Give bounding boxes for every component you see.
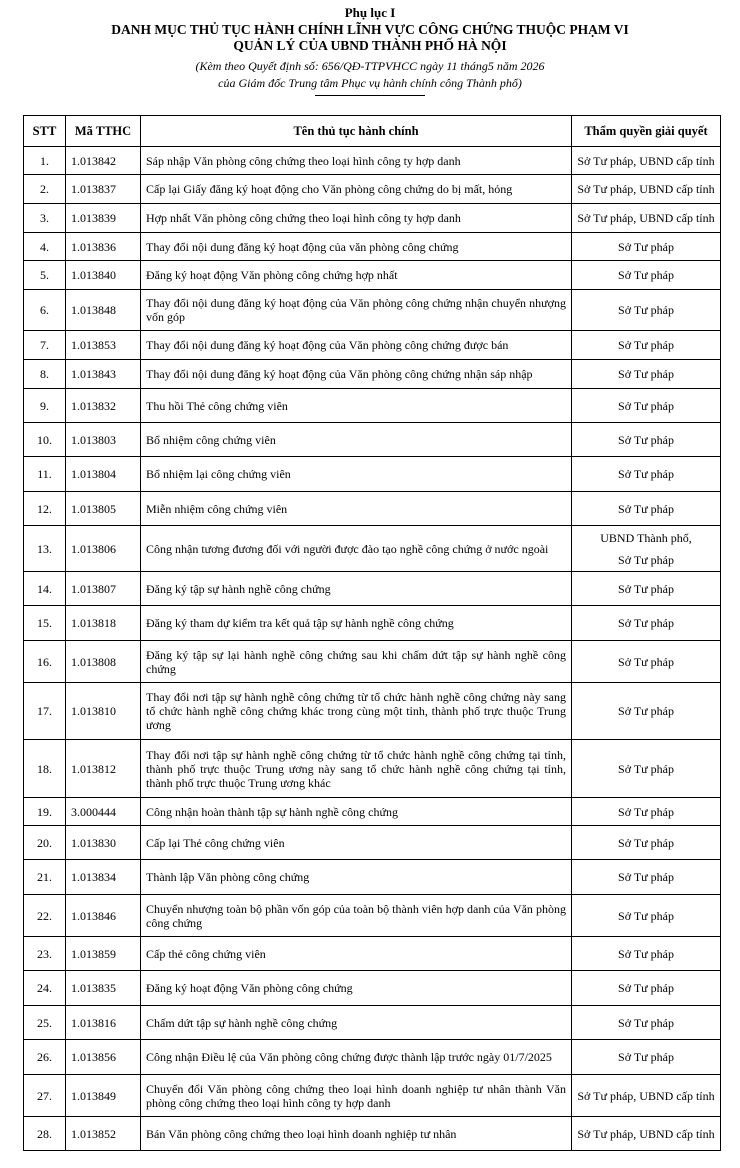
procedure-name: Đăng ký tập sự hành nghề công chứng xyxy=(141,572,572,606)
procedure-code: 1.013856 xyxy=(66,1040,141,1075)
procedure-code: 1.013853 xyxy=(66,331,141,360)
row-number: 10. xyxy=(24,423,66,457)
procedures-table xyxy=(23,115,721,1151)
authority-text: Sở Tư pháp xyxy=(618,581,674,596)
table-row xyxy=(24,389,721,423)
authority-cell xyxy=(572,740,721,798)
row-number: 9. xyxy=(24,389,66,423)
authority-cell xyxy=(572,290,721,331)
procedure-name: Chuyển đổi Văn phòng công chứng theo loại hình doanh nghiệp tư nhân thành Văn phòng công chứng theo loại hình công ty hợp danh xyxy=(141,1075,572,1117)
document-title-line-2: QUẢN LÝ CỦA UBND THÀNH PHỐ HÀ NỘI xyxy=(233,38,507,53)
procedure-name: Thành lập Văn phòng công chứng xyxy=(141,860,572,895)
column-header-authority: Thẩm quyền giải quyết xyxy=(572,116,721,147)
procedure-name: Bổ nhiệm công chứng viên xyxy=(141,423,572,457)
authority-text: Sở Tư pháp xyxy=(618,367,674,381)
authority-cell xyxy=(572,826,721,860)
authority-text: Sở Tư pháp xyxy=(618,268,674,282)
authority-text: Sở Tư pháp xyxy=(618,761,674,776)
procedure-code: 1.013835 xyxy=(66,971,141,1006)
authority-cell xyxy=(572,1117,721,1151)
authority-cell xyxy=(572,1006,721,1040)
table-row xyxy=(24,492,721,526)
procedure-code: 1.013834 xyxy=(66,860,141,895)
procedure-name: Cấp lại Giấy đăng ký hoạt động cho Văn phòng công chứng do bị mất, hỏng xyxy=(141,175,572,204)
authority-cell xyxy=(572,641,721,683)
authority-cell xyxy=(572,798,721,826)
column-header-code: Mã TTHC xyxy=(66,116,141,147)
document-header xyxy=(0,0,740,96)
procedure-name: Thay đổi nội dung đăng ký hoạt động của Văn phòng công chứng được bán xyxy=(141,331,572,360)
procedure-name: Cấp thẻ công chứng viên xyxy=(141,937,572,971)
procedure-name: Thu hồi Thẻ công chứng viên xyxy=(141,389,572,423)
procedure-code: 1.013830 xyxy=(66,826,141,860)
row-number: 26. xyxy=(24,1040,66,1075)
procedure-code: 1.013836 xyxy=(66,233,141,261)
table-row xyxy=(24,860,721,895)
table-row xyxy=(24,798,721,826)
authority-text: Sở Tư pháp, UBND cấp tỉnh xyxy=(577,211,715,225)
procedure-code: 1.013846 xyxy=(66,895,141,937)
decision-reference: (Kèm theo Quyết định số: 656/QĐ-TTPVHCC ngày 11 tháng5 năm 2026 xyxy=(195,59,545,73)
table-row xyxy=(24,971,721,1006)
authority-text: Sở Tư pháp xyxy=(618,303,674,317)
authority-text: Sở Tư pháp xyxy=(618,908,674,923)
row-number: 1. xyxy=(24,147,66,175)
row-number: 12. xyxy=(24,492,66,526)
procedure-name: Thay đổi nội dung đăng ký hoạt động của văn phòng công chứng xyxy=(141,233,572,261)
procedure-code: 1.013808 xyxy=(66,641,141,683)
procedure-code: 1.013840 xyxy=(66,261,141,290)
authority-cell xyxy=(572,526,721,572)
row-number: 16. xyxy=(24,641,66,683)
authority-text: Sở Tư pháp, UBND cấp tỉnh xyxy=(577,1126,715,1141)
procedure-name: Bán Văn phòng công chứng theo loại hình doanh nghiệp tư nhân xyxy=(141,1117,572,1151)
procedure-code: 1.013806 xyxy=(66,526,141,572)
authority-cell xyxy=(572,360,721,389)
authority-text: Sở Tư pháp xyxy=(618,616,674,630)
authority-cell xyxy=(572,1040,721,1075)
row-number: 19. xyxy=(24,798,66,826)
table-row xyxy=(24,175,721,204)
procedure-name: Công nhận Điều lệ của Văn phòng công chứng được thành lập trước ngày 01/7/2025 xyxy=(141,1040,572,1075)
procedure-name: Đăng ký hoạt động Văn phòng công chứng xyxy=(141,971,572,1006)
table-row xyxy=(24,740,721,798)
authority-text: Sở Tư pháp xyxy=(618,239,674,254)
authority-text: UBND Thành phố, xyxy=(600,530,692,545)
row-number: 25. xyxy=(24,1006,66,1040)
authority-text: Sở Tư pháp xyxy=(618,704,674,718)
procedure-code: 3.000444 xyxy=(66,798,141,826)
authority-cell xyxy=(572,233,721,261)
procedure-code: 1.013812 xyxy=(66,740,141,798)
row-number: 11. xyxy=(24,457,66,492)
procedure-name: Miễn nhiệm công chứng viên xyxy=(141,492,572,526)
row-number: 15. xyxy=(24,606,66,641)
procedure-code: 1.013839 xyxy=(66,204,141,233)
authority-cell xyxy=(572,261,721,290)
procedure-name: Công nhận hoàn thành tập sự hành nghề công chứng xyxy=(141,798,572,826)
row-number: 17. xyxy=(24,683,66,740)
table-row xyxy=(24,204,721,233)
row-number: 24. xyxy=(24,971,66,1006)
authority-cell xyxy=(572,423,721,457)
authority-text: Sở Tư pháp, UBND cấp tỉnh xyxy=(577,182,715,196)
table-row xyxy=(24,606,721,641)
procedure-code: 1.013810 xyxy=(66,683,141,740)
procedure-name: Công nhận tương đương đối với người được đào tạo nghề công chứng ở nước ngoài xyxy=(141,526,572,572)
authority-text-secondary: Sở Tư pháp xyxy=(618,552,674,567)
authority-cell xyxy=(572,492,721,526)
row-number: 7. xyxy=(24,331,66,360)
table-row xyxy=(24,683,721,740)
procedure-code: 1.013803 xyxy=(66,423,141,457)
authority-cell xyxy=(572,971,721,1006)
procedure-code: 1.013859 xyxy=(66,937,141,971)
procedure-name: Đăng ký hoạt động Văn phòng công chứng hợp nhất xyxy=(141,261,572,290)
column-header-stt: STT xyxy=(24,116,66,147)
table-body xyxy=(24,147,721,1151)
table-row xyxy=(24,331,721,360)
procedure-code: 1.013842 xyxy=(66,147,141,175)
procedure-code: 1.013818 xyxy=(66,606,141,641)
issuer-reference: của Giám đốc Trung tâm Phục vụ hành chính công Thành phố) xyxy=(218,76,522,90)
procedure-code: 1.013807 xyxy=(66,572,141,606)
row-number: 5. xyxy=(24,261,66,290)
table-row xyxy=(24,423,721,457)
row-number: 27. xyxy=(24,1075,66,1117)
authority-text: Sở Tư pháp xyxy=(618,398,674,413)
authority-text: Sở Tư pháp xyxy=(618,1050,674,1064)
table-row xyxy=(24,572,721,606)
procedure-name: Đăng ký tham dự kiểm tra kết quả tập sự hành nghề công chứng xyxy=(141,606,572,641)
authority-cell xyxy=(572,572,721,606)
procedure-name: Bổ nhiệm lại công chứng viên xyxy=(141,457,572,492)
procedure-code: 1.013843 xyxy=(66,360,141,389)
row-number: 14. xyxy=(24,572,66,606)
authority-cell xyxy=(572,457,721,492)
procedure-name: Sáp nhập Văn phòng công chứng theo loại hình công ty hợp danh xyxy=(141,147,572,175)
table-row xyxy=(24,360,721,389)
authority-text: Sở Tư pháp xyxy=(618,467,674,481)
authority-text: Sở Tư pháp, UBND cấp tỉnh xyxy=(577,153,715,168)
authority-text: Sở Tư pháp, UBND cấp tỉnh xyxy=(577,1088,715,1103)
procedure-code: 1.013804 xyxy=(66,457,141,492)
authority-cell xyxy=(572,895,721,937)
authority-text: Sở Tư pháp xyxy=(618,432,674,447)
procedure-name: Chấm dứt tập sự hành nghề công chứng xyxy=(141,1006,572,1040)
table-row xyxy=(24,641,721,683)
procedure-name: Thay đổi nội dung đăng ký hoạt động của Văn phòng công chứng nhận chuyển nhượng vốn góp xyxy=(141,290,572,331)
appendix-label: Phụ lục I xyxy=(344,5,396,20)
authority-cell xyxy=(572,147,721,175)
authority-cell xyxy=(572,1075,721,1117)
table-row xyxy=(24,937,721,971)
row-number: 2. xyxy=(24,175,66,204)
row-number: 3. xyxy=(24,204,66,233)
row-number: 4. xyxy=(24,233,66,261)
authority-text: Sở Tư pháp xyxy=(618,654,674,669)
authority-text: Sở Tư pháp xyxy=(618,870,674,884)
procedure-name: Cấp lại Thẻ công chứng viên xyxy=(141,826,572,860)
table-row xyxy=(24,233,721,261)
table-row xyxy=(24,457,721,492)
authority-text: Sở Tư pháp xyxy=(618,981,674,995)
table-header-row xyxy=(24,116,721,147)
procedure-name: Thay đổi nơi tập sự hành nghề công chứng từ tổ chức hành nghề công chứng này sang tổ chức hành nghề công chứng khác trong cùng một tỉnh, thành phố trực thuộc Trung ương xyxy=(141,683,572,740)
procedure-code: 1.013848 xyxy=(66,290,141,331)
procedure-name: Đăng ký tập sự lại hành nghề công chứng sau khi chấm dứt tập sự hành nghề công chứng xyxy=(141,641,572,683)
authority-cell xyxy=(572,204,721,233)
authority-cell xyxy=(572,860,721,895)
authority-text: Sở Tư pháp xyxy=(618,338,674,352)
authority-text: Sở Tư pháp xyxy=(618,804,674,819)
procedure-code: 1.013852 xyxy=(66,1117,141,1151)
table-row xyxy=(24,1040,721,1075)
row-number: 21. xyxy=(24,860,66,895)
authority-cell xyxy=(572,175,721,204)
table-row xyxy=(24,895,721,937)
table-row xyxy=(24,1075,721,1117)
row-number: 22. xyxy=(24,895,66,937)
table-row xyxy=(24,261,721,290)
document-title-line-1: DANH MỤC THỦ TỤC HÀNH CHÍNH LĨNH VỰC CÔNG CHỨNG THUỘC PHẠM VI xyxy=(111,22,629,37)
authority-cell xyxy=(572,683,721,740)
row-number: 20. xyxy=(24,826,66,860)
table-row xyxy=(24,526,721,572)
procedure-name: Thay đổi nội dung đăng ký hoạt động của Văn phòng công chứng nhận sáp nhập xyxy=(141,360,572,389)
authority-text: Sở Tư pháp xyxy=(618,1015,674,1030)
row-number: 23. xyxy=(24,937,66,971)
procedure-name: Thay đổi nơi tập sự hành nghề công chứng từ tổ chức hành nghề công chứng tại tỉnh, thành phố trực thuộc Trung ương này sang tổ chức hành nghề công chứng tại tỉnh, thành phố trực thuộc Trung ương khác xyxy=(141,740,572,798)
row-number: 6. xyxy=(24,290,66,331)
procedure-code: 1.013832 xyxy=(66,389,141,423)
table-row xyxy=(24,147,721,175)
procedure-code: 1.013837 xyxy=(66,175,141,204)
procedure-name: Hợp nhất Văn phòng công chứng theo loại hình công ty hợp danh xyxy=(141,204,572,233)
authority-cell xyxy=(572,606,721,641)
row-number: 8. xyxy=(24,360,66,389)
procedure-name: Chuyển nhượng toàn bộ phần vốn góp của toàn bộ thành viên hợp danh của Văn phòng công chứng xyxy=(141,895,572,937)
column-header-name: Tên thủ tục hành chính xyxy=(141,116,572,147)
authority-text: Sở Tư pháp xyxy=(618,501,674,516)
table-row xyxy=(24,826,721,860)
authority-cell xyxy=(572,331,721,360)
authority-cell xyxy=(572,389,721,423)
row-number: 18. xyxy=(24,740,66,798)
procedure-code: 1.013805 xyxy=(66,492,141,526)
row-number: 13. xyxy=(24,526,66,572)
authority-text: Sở Tư pháp xyxy=(618,946,674,961)
table-row xyxy=(24,1006,721,1040)
authority-text: Sở Tư pháp xyxy=(618,835,674,850)
procedure-code: 1.013816 xyxy=(66,1006,141,1040)
authority-cell xyxy=(572,937,721,971)
table-row xyxy=(24,290,721,331)
procedure-code: 1.013849 xyxy=(66,1075,141,1117)
row-number: 28. xyxy=(24,1117,66,1151)
header-divider xyxy=(315,95,425,96)
table-row xyxy=(24,1117,721,1151)
